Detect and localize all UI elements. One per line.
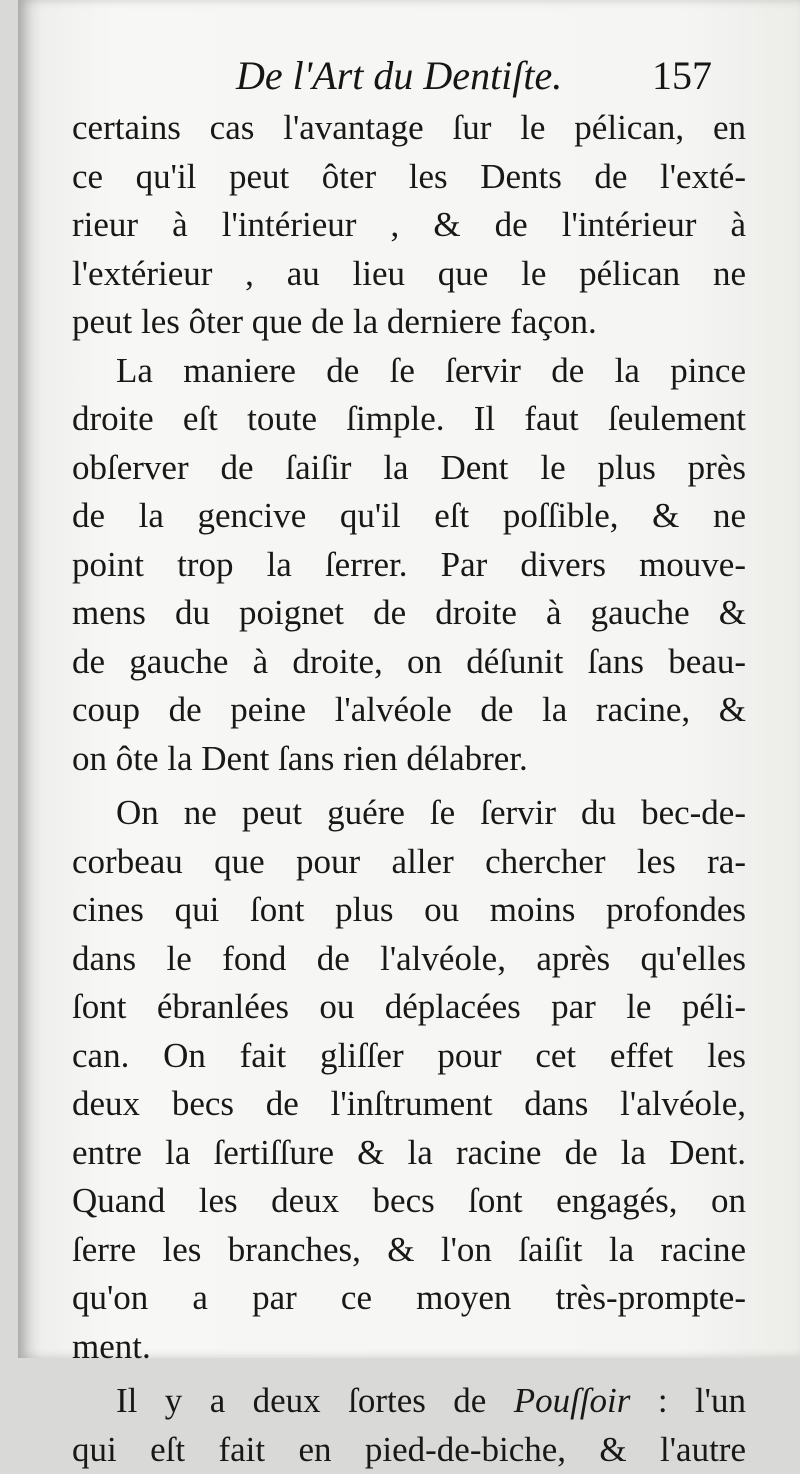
paragraph-2 — [72, 347, 746, 784]
text-line: peut les ôter que de la derniere façon. — [72, 298, 746, 347]
text-line: de la gencive qu'il eſt poſſible, & ne — [72, 492, 746, 541]
book-page — [18, 0, 800, 1358]
text-line: cines qui ſont plus ou moins profondes — [72, 886, 746, 935]
text-line: dans le fond de l'alvéole, après qu'elles — [72, 935, 746, 984]
text-fragment: Il y a deux ſortes de — [116, 1381, 514, 1420]
text-line: ce qu'il peut ôter les Dents de l'exté- — [72, 153, 746, 202]
text-line: on ôte la Dent ſans rien délabrer. — [72, 735, 746, 784]
text-line: mens du poignet de droite à gauche & — [72, 589, 746, 638]
text-line: l'extérieur , au lieu que le pélican ne — [72, 250, 746, 299]
text-line: deux becs de l'inſtrument dans l'alvéole, — [72, 1080, 746, 1129]
text-fragment: : l'un — [630, 1381, 746, 1420]
running-head: De l'Art du Dentiſte. — [236, 48, 562, 104]
text-line: entre la ſertiſſure & la racine de la Dent. — [72, 1129, 746, 1178]
text-line: obſerver de ſaiſir la Dent le plus près — [72, 444, 746, 493]
text-line: can. On fait gliſſer pour cet effet les — [72, 1032, 746, 1081]
page-number: 157 — [652, 48, 712, 104]
text-line: certains cas l'avantage ſur le pélican, en — [72, 104, 746, 153]
text-line: Quand les deux becs ſont engagés, on — [72, 1177, 746, 1226]
text-line-mixed — [72, 1377, 746, 1426]
text-line: La maniere de ſe ſervir de la pince — [72, 347, 746, 396]
body-text — [72, 104, 746, 1474]
paragraph-4 — [72, 1377, 746, 1474]
text-line: droite eſt toute ſimple. Il faut ſeulement — [72, 395, 746, 444]
page-header — [18, 48, 800, 104]
paragraph-1 — [72, 104, 746, 347]
text-line: ſont ébranlées ou déplacées par le péli- — [72, 983, 746, 1032]
text-line: qu'on a par ce moyen très-prompte- — [72, 1274, 746, 1323]
paragraph-3 — [72, 789, 746, 1371]
text-line: corbeau que pour aller chercher les ra- — [72, 838, 746, 887]
italic-term: Pouſſoir — [514, 1381, 631, 1420]
text-line: de gauche à droite, on déſunit ſans beau- — [72, 638, 746, 687]
text-line: rieur à l'intérieur , & de l'intérieur à — [72, 201, 746, 250]
text-line: ſerre les branches, & l'on ſaiſit la racine — [72, 1226, 746, 1275]
text-line: On ne peut guére ſe ſervir du bec-de- — [72, 789, 746, 838]
text-line: ment. — [72, 1323, 746, 1372]
text-line: qui eſt fait en pied-de-biche, & l'autre — [72, 1426, 746, 1474]
text-line: coup de peine l'alvéole de la racine, & — [72, 686, 746, 735]
text-line: point trop la ſerrer. Par divers mouve- — [72, 541, 746, 590]
